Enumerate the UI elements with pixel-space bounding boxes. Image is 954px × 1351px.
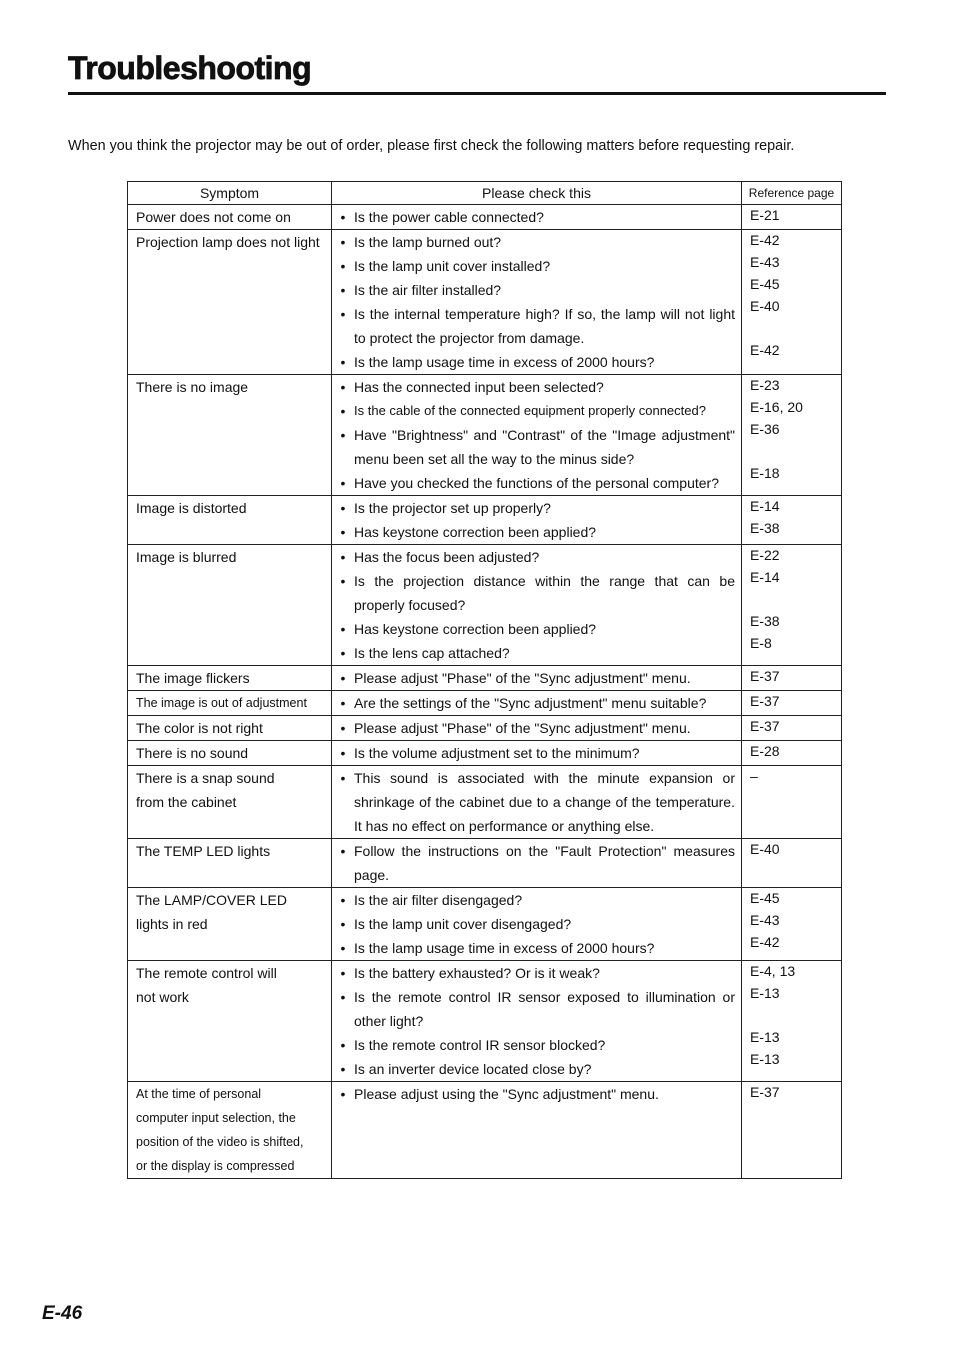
reference-page <box>750 316 841 340</box>
reference-page: E-40 <box>750 298 780 314</box>
bullet-icon: • <box>340 745 346 761</box>
check-item <box>332 741 735 765</box>
header-reference-page: Reference page <box>742 182 842 205</box>
reference-cell <box>742 545 842 666</box>
reference-cell <box>742 375 842 496</box>
check-cell <box>332 716 742 741</box>
symptom-cell <box>128 766 332 839</box>
reference-page <box>750 587 841 611</box>
check-text: Is the lamp burned out? <box>354 234 502 250</box>
symptom-cell <box>128 839 332 888</box>
check-text: Is the lamp usage time in excess of 2000 hours? <box>354 354 655 370</box>
check-text: Has keystone correction been applied? <box>354 621 597 637</box>
bullet-icon: • <box>340 475 346 491</box>
check-text: Follow the instructions on the "Fault Protection" measures page. <box>354 843 735 883</box>
reference-cell <box>742 766 842 839</box>
check-item <box>332 350 735 374</box>
bullet-icon: • <box>340 1061 346 1077</box>
table-row <box>128 961 842 1082</box>
table-row <box>128 839 842 888</box>
bullet-icon: • <box>340 209 346 225</box>
page-title: Troubleshooting <box>68 50 312 86</box>
check-item <box>332 1082 735 1106</box>
bullet-icon: • <box>340 282 346 298</box>
check-text: Is the lamp unit cover installed? <box>354 258 551 274</box>
reference-page: E-13 <box>750 985 780 1001</box>
check-item <box>332 691 735 715</box>
check-text: Is the projection distance within the range that can be properly focused? <box>354 573 735 613</box>
check-text: Is the volume adjustment set to the minimum? <box>354 745 640 761</box>
symptom-text: There is no sound <box>136 745 249 761</box>
symptom-cell <box>128 375 332 496</box>
check-cell <box>332 961 742 1082</box>
check-text: Is the lamp usage time in excess of 2000 hours? <box>354 940 655 956</box>
reference-page: E-38 <box>750 520 780 536</box>
check-text: Is the lens cap attached? <box>354 645 510 661</box>
reference-page: E-4, 13 <box>750 963 796 979</box>
symptom-cell <box>128 691 332 716</box>
bullet-icon: • <box>340 892 346 908</box>
symptom-text: The TEMP LED lights <box>136 843 271 859</box>
check-item <box>332 302 735 350</box>
check-item <box>332 617 735 641</box>
reference-cell <box>742 1082 842 1179</box>
check-text: Is the lamp unit cover disengaged? <box>354 916 572 932</box>
check-item <box>332 1057 735 1081</box>
check-text: Is the air filter disengaged? <box>354 892 523 908</box>
reference-page: E-13 <box>750 1029 780 1045</box>
reference-cell <box>742 691 842 716</box>
reference-page: E-16, 20 <box>750 399 803 415</box>
bullet-icon: • <box>340 989 346 1005</box>
bullet-icon: • <box>340 965 346 981</box>
page-number: E-46 <box>42 1303 83 1324</box>
reference-page: E-23 <box>750 377 780 393</box>
check-text: Has the connected input been selected? <box>354 379 604 395</box>
symptom-cell <box>128 741 332 766</box>
bullet-icon: • <box>340 770 346 786</box>
check-item <box>332 641 735 665</box>
check-text: This sound is associated with the minute expansion or shrinkage of the cabinet due to a change of the temperature. It has no effect on performance or anything else. <box>354 770 735 834</box>
reference-page: E-43 <box>750 912 780 928</box>
bullet-icon: • <box>340 1086 346 1102</box>
table-row <box>128 375 842 496</box>
symptom-cell <box>128 888 332 961</box>
check-cell <box>332 545 742 666</box>
reference-page: E-40 <box>750 841 780 857</box>
check-item <box>332 936 735 960</box>
symptom-cell <box>128 961 332 1082</box>
bullet-icon: • <box>340 1037 346 1053</box>
check-text: Is the air filter installed? <box>354 282 502 298</box>
reference-cell <box>742 839 842 888</box>
symptom-cell <box>128 230 332 375</box>
reference-page: – <box>750 768 758 784</box>
check-item <box>332 399 735 423</box>
check-cell <box>332 205 742 230</box>
table-row <box>128 716 842 741</box>
bullet-icon: • <box>340 670 346 686</box>
check-cell <box>332 766 742 839</box>
symptom-cell <box>128 545 332 666</box>
symptom-cell <box>128 205 332 230</box>
check-item <box>332 839 735 887</box>
check-text: Is the power cable connected? <box>354 209 544 225</box>
check-item <box>332 471 735 495</box>
table-row <box>128 230 842 375</box>
reference-page <box>750 439 841 463</box>
check-cell <box>332 691 742 716</box>
check-cell <box>332 1082 742 1179</box>
table-row <box>128 1082 842 1179</box>
reference-page: E-14 <box>750 569 780 585</box>
table-row <box>128 496 842 545</box>
symptom-text: position of the video is shifted, <box>136 1135 304 1149</box>
reference-page: E-37 <box>750 1084 780 1100</box>
check-text: Are the settings of the "Sync adjustment" menu suitable? <box>354 695 707 711</box>
check-item <box>332 985 735 1033</box>
table-row <box>128 691 842 716</box>
table-row <box>128 205 842 230</box>
table-row <box>128 545 842 666</box>
table-row <box>128 766 842 839</box>
reference-page: E-45 <box>750 890 780 906</box>
bullet-icon: • <box>340 916 346 932</box>
check-item <box>332 230 735 254</box>
header-check: Please check this <box>332 182 742 205</box>
bullet-icon: • <box>340 573 346 589</box>
check-text: Please adjust "Phase" of the "Sync adjustment" menu. <box>354 670 691 686</box>
check-item <box>332 545 735 569</box>
check-cell <box>332 741 742 766</box>
check-item <box>332 716 735 740</box>
bullet-icon: • <box>340 720 346 736</box>
bullet-icon: • <box>340 549 346 565</box>
bullet-icon: • <box>340 645 346 661</box>
bullet-icon: • <box>340 500 346 516</box>
reference-page: E-37 <box>750 693 780 709</box>
reference-cell <box>742 716 842 741</box>
symptom-text: The image is out of adjustment <box>136 696 307 710</box>
reference-page: E-45 <box>750 276 780 292</box>
header-symptom: Symptom <box>128 182 332 205</box>
reference-page: E-21 <box>750 207 780 223</box>
symptom-text: Power does not come on <box>136 209 291 225</box>
symptom-text: from the cabinet <box>136 794 237 810</box>
symptom-cell <box>128 666 332 691</box>
table-row <box>128 888 842 961</box>
check-item <box>332 766 735 838</box>
symptom-text: The image flickers <box>136 670 250 686</box>
reference-page: E-8 <box>750 635 772 651</box>
check-text: Is the cable of the connected equipment properly connected? <box>354 403 706 418</box>
intro-paragraph: When you think the projector may be out of order, please first check the following matters before requesting repair. <box>68 138 795 154</box>
symptom-text: Image is distorted <box>136 500 247 516</box>
reference-cell <box>742 741 842 766</box>
reference-page <box>750 1003 841 1027</box>
symptom-text: lights in red <box>136 916 208 932</box>
symptom-text: There is no image <box>136 379 249 395</box>
check-item <box>332 496 735 520</box>
check-text: Is the internal temperature high? If so, the lamp will not light to protect the projector from damage. <box>354 306 735 346</box>
symptom-text: There is a snap sound <box>136 770 275 786</box>
reference-page: E-42 <box>750 934 780 950</box>
check-item <box>332 961 735 985</box>
check-cell <box>332 888 742 961</box>
symptom-text: Image is blurred <box>136 549 237 565</box>
check-cell <box>332 839 742 888</box>
check-cell <box>332 230 742 375</box>
symptom-text: At the time of personal <box>136 1087 262 1101</box>
symptom-cell <box>128 496 332 545</box>
check-text: Is the projector set up properly? <box>354 500 551 516</box>
check-item <box>332 278 735 302</box>
symptom-text: not work <box>136 989 189 1005</box>
reference-page: E-13 <box>750 1051 780 1067</box>
check-cell <box>332 496 742 545</box>
check-item <box>332 666 735 690</box>
check-text: Is the remote control IR sensor blocked? <box>354 1037 606 1053</box>
reference-page: E-28 <box>750 743 780 759</box>
reference-cell <box>742 205 842 230</box>
check-item <box>332 254 735 278</box>
symptom-text: The color is not right <box>136 720 263 736</box>
reference-page: E-42 <box>750 342 780 358</box>
bullet-icon: • <box>340 234 346 250</box>
table-row <box>128 741 842 766</box>
check-text: Is an inverter device located close by? <box>354 1061 592 1077</box>
symptom-text: Projection lamp does not light <box>136 234 320 250</box>
bullet-icon: • <box>340 621 346 637</box>
bullet-icon: • <box>340 524 346 540</box>
bullet-icon: • <box>340 843 346 859</box>
troubleshooting-table <box>127 181 842 1179</box>
table-body <box>128 205 842 1179</box>
reference-cell <box>742 888 842 961</box>
symptom-text: The remote control will <box>136 965 277 981</box>
reference-page: E-37 <box>750 718 780 734</box>
reference-page: E-37 <box>750 668 780 684</box>
table-header-row <box>128 182 842 205</box>
symptom-cell <box>128 716 332 741</box>
check-item <box>332 569 735 617</box>
check-item <box>332 423 735 471</box>
bullet-icon: • <box>340 258 346 274</box>
check-text: Have you checked the functions of the personal computer? <box>354 475 719 491</box>
symptom-text: The LAMP/COVER LED <box>136 892 287 908</box>
check-cell <box>332 666 742 691</box>
bullet-icon: • <box>340 354 346 370</box>
table-row <box>128 666 842 691</box>
bullet-icon: • <box>340 403 346 419</box>
check-item <box>332 1033 735 1057</box>
title-underline <box>68 92 886 95</box>
reference-page: E-43 <box>750 254 780 270</box>
check-text: Is the remote control IR sensor exposed to illumination or other light? <box>354 989 735 1029</box>
check-item <box>332 888 735 912</box>
check-item <box>332 375 735 399</box>
bullet-icon: • <box>340 379 346 395</box>
check-text: Please adjust "Phase" of the "Sync adjustment" menu. <box>354 720 691 736</box>
symptom-cell <box>128 1082 332 1179</box>
reference-page: E-22 <box>750 547 780 563</box>
bullet-icon: • <box>340 940 346 956</box>
check-text: Has keystone correction been applied? <box>354 524 597 540</box>
check-text: Please adjust using the "Sync adjustment" menu. <box>354 1086 659 1102</box>
check-item <box>332 205 735 229</box>
bullet-icon: • <box>340 695 346 711</box>
check-text: Have "Brightness" and "Contrast" of the "Image adjustment" menu been set all the way to the minus side? <box>354 427 735 467</box>
check-item <box>332 912 735 936</box>
reference-cell <box>742 961 842 1082</box>
reference-cell <box>742 666 842 691</box>
reference-page: E-14 <box>750 498 780 514</box>
bullet-icon: • <box>340 427 346 443</box>
reference-page: E-36 <box>750 421 780 437</box>
check-text: Is the battery exhausted? Or is it weak? <box>354 965 600 981</box>
symptom-text: or the display is compressed <box>136 1159 295 1173</box>
symptom-text: computer input selection, the <box>136 1111 296 1125</box>
bullet-icon: • <box>340 306 346 322</box>
check-item <box>332 520 735 544</box>
reference-cell <box>742 496 842 545</box>
reference-page: E-18 <box>750 465 780 481</box>
check-cell <box>332 375 742 496</box>
reference-page: E-38 <box>750 613 780 629</box>
reference-cell <box>742 230 842 375</box>
check-text: Has the focus been adjusted? <box>354 549 540 565</box>
reference-page: E-42 <box>750 232 780 248</box>
